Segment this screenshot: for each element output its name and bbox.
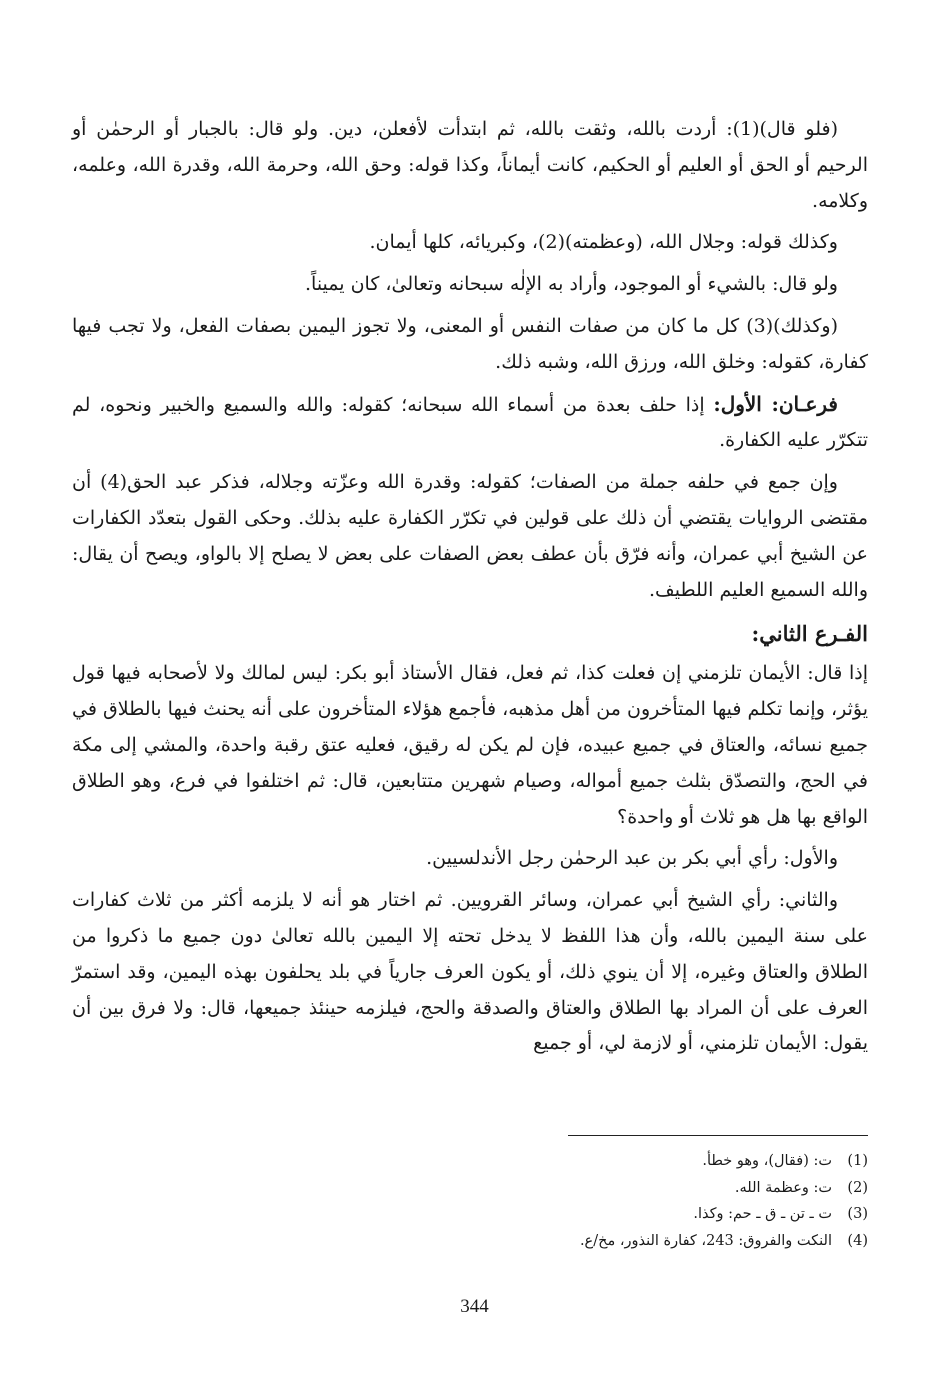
footnote-number: (1) bbox=[847, 1153, 868, 1169]
branch-two-heading: الفـرع الثاني: bbox=[751, 621, 868, 647]
footnote-number: (3) bbox=[847, 1206, 868, 1222]
footnote-text: ت: وعظمة الله. bbox=[734, 1179, 832, 1196]
paragraph-after-branch-one: وإن جمع في حلفه جملة من الصفات؛ كقوله: وقدرة الله وعزّته وجلاله، فذكر عبد الحق(4) أن مقتضى الروايات يقتضي أن ذلك على قولين في تكرّر الكفارة عليه بذلك. وحكى القول بتعدّد الكفارات عن الشيخ أبي عمران، وأنه فرّق بأن عطف بعض الصفات على بعض لا يصلح إلا بالواو، ويصح أن يقال: والله السميع العليم اللطيف. bbox=[72, 471, 868, 601]
branch-one-label: فرعـان: الأول: bbox=[713, 391, 838, 416]
footnote-number: (4) bbox=[847, 1232, 868, 1249]
footnote bbox=[72, 1148, 868, 1175]
footnotes bbox=[72, 1148, 868, 1254]
footnote-number: (2) bbox=[847, 1179, 868, 1196]
footnote bbox=[72, 1228, 868, 1255]
paragraph-2: وكذلك قوله: وجلال الله، (وعظمته)(2)، وكبريائه، كلها أيمان. bbox=[369, 231, 838, 254]
footnote bbox=[72, 1201, 868, 1228]
paragraph-3: ولو قال: بالشيء أو الموجود، وأراد به الإلٰه سبحانه وتعالىٰ، كان يميناً. bbox=[304, 273, 838, 296]
paragraph-4: (وكذلك)(3) كل ما كان من صفات النفس أو المعنى، ولا تجوز اليمين بصفات الفعل، ولا تجب فيها كفارة، كقوله: وخلق الله، ورزق الله، وشبه ذلك. bbox=[72, 314, 868, 373]
branch-two-paragraph-2: والأول: رأي أبي بكر بن عبد الرحمٰن رجل الأندلسيين. bbox=[426, 847, 838, 870]
main-text bbox=[72, 112, 868, 1068]
page-number: 344 bbox=[460, 1296, 489, 1317]
footnote-text: النكت والفروق: 243، كفارة النذور، مخ/ع. bbox=[579, 1232, 832, 1249]
branch-two-paragraph-1: إذا قال: الأيمان تلزمني إن فعلت كذا، ثم فعل، فقال الأستاذ أبو بكر: ليس لمالك ولا لأصحابه فيها قول يؤثر، وإنما تكلم فيها المتأخرون من أهل مذهبه، فأجمع هؤلاء المتأخرون على أنه يحنث فيها بالطلاق في جميع نسائه، والعتاق في جميع عبيده، فإن لم يكن له رقيق، فعليه عتق رقبة واحدة، والمشي إلى مكة في الحج، والتصدّق بثلث جميع أمواله، وصيام شهرين متتابعين، قال: ثم اختلفوا في فرع، وهو الطلاق الواقع بها هل هو ثلاث أو واحدة؟ bbox=[72, 662, 869, 828]
footnote-divider bbox=[568, 1135, 868, 1136]
branch-one bbox=[72, 387, 868, 460]
footnote bbox=[72, 1175, 868, 1202]
paragraph-1: (فلو قال)(1): أردت بالله، وثقت بالله، ثم ابتدأت لأفعلن، دين. ولو قال: بالجبار أو الرحمٰن أو الرحيم أو الحق أو العليم أو الحكيم، كانت أيماناً، وكذا قوله: وحق الله، وحرمة الله، وقدرة الله، وعلمه، وكلامه. bbox=[72, 118, 868, 212]
branch-one-text: إذا حلف بعدة من أسماء الله سبحانه؛ كقوله: والله والسميع والخبير ونحوه، لم تتكرّر عليه الكفارة. bbox=[72, 393, 868, 452]
footnote-text: ت ـ تن ـ ق ـ حم: وكذا. bbox=[693, 1206, 832, 1222]
footnote-text: ت: (فقال)، وهو خطأ. bbox=[702, 1153, 832, 1169]
branch-two-paragraph-3: والثاني: رأي الشيخ أبي عمران، وسائر القرويين. ثم اختار هو أنه لا يلزمه أكثر من ثلاث كفارات على سنة اليمين بالله، وأن هذا اللفظ لا يدخل تحته إلا اليمين بالله تعالىٰ دون جميع ما ذكروا من الطلاق والعتاق وغيره، إلا أن ينوي ذلك، أو يكون العرف جارياً في بلد يحلفون بهذه اليمين، وقد استمرّ العرف على أن المراد بها الطلاق والعتاق والصدقة والحج، فيلزمه حينئذ جميعها، قال: ولا فرق بين أن يقول: الأيمان تلزمني، أو لازمة لي، أو جميع bbox=[72, 889, 868, 1055]
